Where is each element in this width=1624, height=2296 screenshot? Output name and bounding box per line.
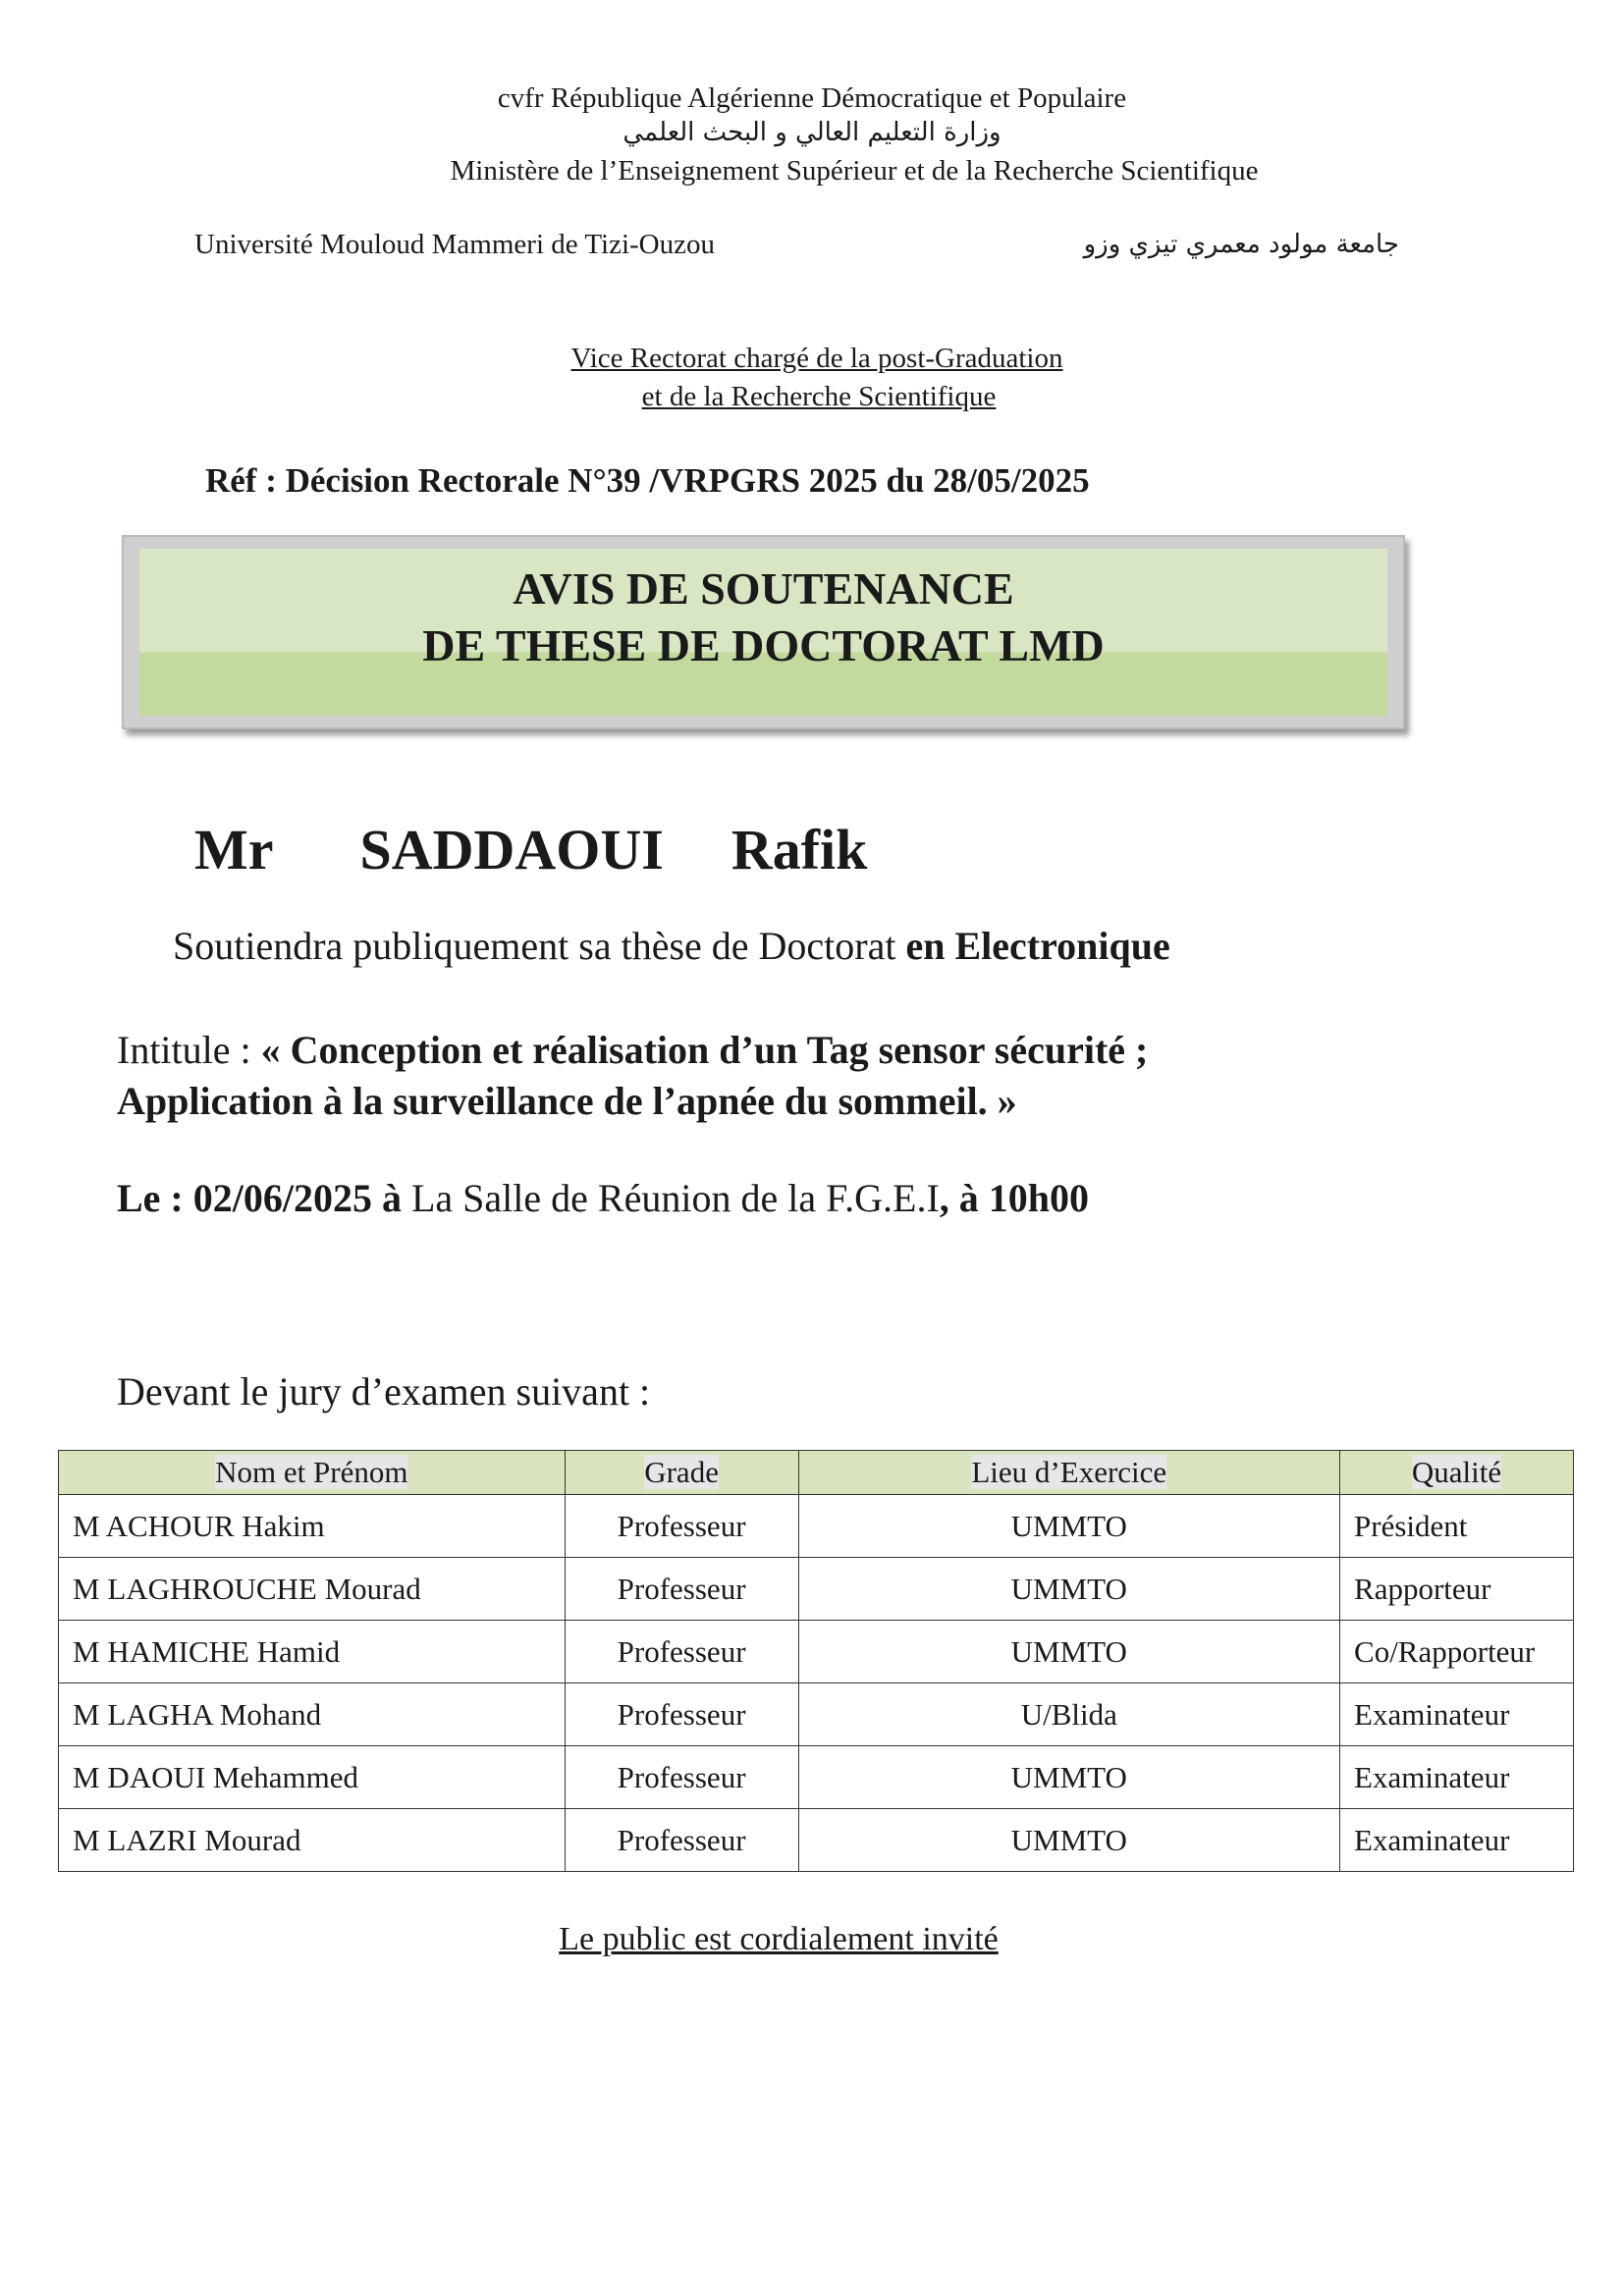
defense-date: Le : 02/06/2025 à <box>117 1176 411 1220</box>
jury-member-grade: Professeur <box>565 1809 798 1872</box>
jury-table <box>58 1450 1574 1872</box>
jury-member-place: U/Blida <box>798 1683 1339 1746</box>
header-ministry-arabic: وزارة التعليم العالي و البحث العلمي <box>623 118 1001 147</box>
col-header-role: Qualité <box>1340 1451 1574 1495</box>
jury-member-name: M LAGHROUCHE Mourad <box>59 1558 566 1621</box>
table-row <box>59 1495 1574 1558</box>
defense-date-place <box>117 1175 1089 1221</box>
jury-member-place: UMMTO <box>798 1558 1339 1621</box>
thesis-title-line2: Application à la surveillance de l’apnée du sommeil. » <box>117 1079 1017 1123</box>
table-row <box>59 1621 1574 1683</box>
candidate-name <box>194 817 867 882</box>
col-header-name: Nom et Prénom <box>59 1451 566 1495</box>
title-line2: DE THESE DE DOCTORAT LMD <box>422 620 1105 670</box>
jury-table-header <box>59 1451 1574 1495</box>
jury-intro: Devant le jury d’examen suivant : <box>117 1369 651 1414</box>
jury-member-role: Examinateur <box>1340 1746 1574 1809</box>
jury-member-place: UMMTO <box>798 1621 1339 1683</box>
thesis-title <box>117 1025 1148 1127</box>
defense-time: , à 10h00 <box>939 1176 1090 1220</box>
jury-member-grade: Professeur <box>565 1621 798 1683</box>
public-invitation: Le public est cordialement invité <box>559 1921 999 1957</box>
table-row <box>59 1746 1574 1809</box>
jury-member-name: M DAOUI Mehammed <box>59 1746 566 1809</box>
jury-member-role: Président <box>1340 1495 1574 1558</box>
defense-field: en Electronique <box>905 924 1170 968</box>
candidate-last-name: SADDAOUI <box>359 818 664 881</box>
vice-rectorat-line2: et de la Recherche Scientifique <box>641 381 997 412</box>
jury-member-role: Examinateur <box>1340 1683 1574 1746</box>
jury-member-grade: Professeur <box>565 1746 798 1809</box>
jury-member-name: M LAGHA Mohand <box>59 1683 566 1746</box>
header-republic: cvfr République Algérienne Démocratique et Populaire <box>497 82 1127 114</box>
jury-member-grade: Professeur <box>565 1683 798 1746</box>
candidate-civility: Mr <box>194 818 273 881</box>
reference-decision: Réf : Décision Rectorale N°39 /VRPGRS 2025 du 28/05/2025 <box>205 461 1090 500</box>
university-name-ar: جامعة مولود معمري تيزي وزو <box>1083 230 1399 259</box>
intitule-label: Intitule : <box>117 1028 261 1072</box>
vice-rectorat-line1: Vice Rectorat chargé de la post-Graduation <box>570 343 1063 374</box>
jury-member-place: UMMTO <box>798 1746 1339 1809</box>
title-panel <box>139 549 1387 716</box>
title-box <box>122 535 1405 729</box>
defense-statement: Soutiendra publiquement sa thèse de Doctorat en Electronique <box>173 924 1170 968</box>
jury-member-name: M HAMICHE Hamid <box>59 1621 566 1683</box>
defense-place: La Salle de Réunion de la F.G.E.I <box>410 1176 940 1220</box>
jury-member-place: UMMTO <box>798 1495 1339 1558</box>
col-header-grade: Grade <box>565 1451 798 1495</box>
jury-member-role: Rapporteur <box>1340 1558 1574 1621</box>
title-line1: AVIS DE SOUTENANCE <box>513 563 1014 614</box>
table-row <box>59 1809 1574 1872</box>
jury-member-grade: Professeur <box>565 1558 798 1621</box>
jury-member-place: UMMTO <box>798 1809 1339 1872</box>
candidate-first-name: Rafik <box>731 818 868 881</box>
university-name-fr: Université Mouloud Mammeri de Tizi-Ouzou <box>194 229 716 260</box>
jury-member-role: Examinateur <box>1340 1809 1574 1872</box>
jury-member-name: M ACHOUR Hakim <box>59 1495 566 1558</box>
table-row <box>59 1558 1574 1621</box>
header-ministry: Ministère de l’Enseignement Supérieur et de la Recherche Scientifique <box>450 155 1259 187</box>
jury-member-grade: Professeur <box>565 1495 798 1558</box>
thesis-title-line1: « Conception et réalisation d’un Tag sensor sécurité ; <box>260 1028 1149 1072</box>
jury-member-name: M LAZRI Mourad <box>59 1809 566 1872</box>
table-row <box>59 1683 1574 1746</box>
col-header-place: Lieu d’Exercice <box>798 1451 1339 1495</box>
jury-member-role: Co/Rapporteur <box>1340 1621 1574 1683</box>
